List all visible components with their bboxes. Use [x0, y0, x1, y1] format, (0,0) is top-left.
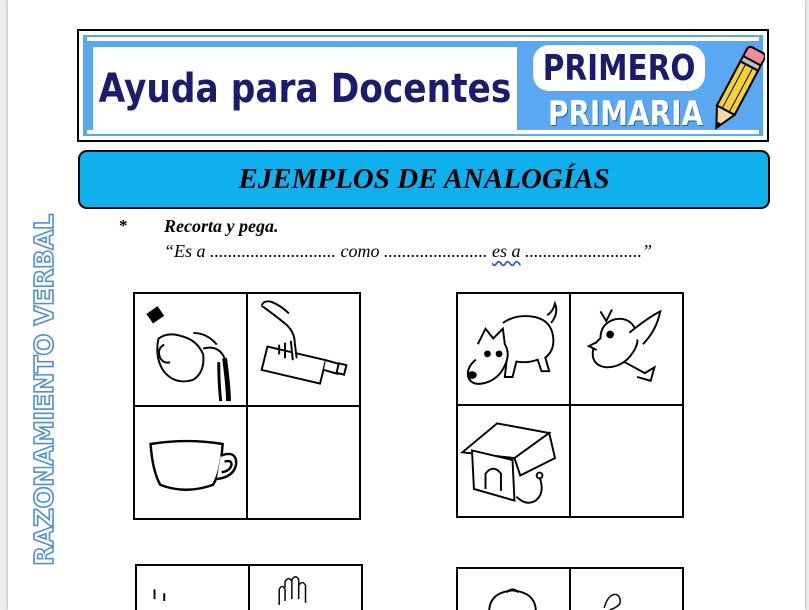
instruction-bullet: * — [119, 216, 128, 235]
grade-line2-box — [541, 93, 711, 135]
formula-part1: “Es a ............................ como ....................... — [164, 241, 492, 261]
grid2-cell-doghouse — [457, 405, 570, 517]
grid4-cell-figure — [570, 568, 683, 610]
pitcher-pouring-icon — [135, 294, 246, 405]
grade-line1: PRIMERO — [542, 47, 696, 89]
analogy-grid-4 — [456, 567, 684, 610]
grid4-cell-head — [457, 568, 570, 610]
formula-part2: es a — [492, 241, 521, 261]
header-banner — [77, 29, 769, 142]
analogy-grid-2 — [456, 292, 684, 518]
hand-with-bottle-icon — [248, 294, 359, 405]
grid2-cell-dog — [457, 293, 570, 405]
grade-badge — [533, 43, 713, 135]
bird-icon — [571, 294, 682, 404]
cup-icon — [135, 407, 246, 518]
dog-icon — [458, 294, 569, 404]
grid3-cell-hand — [136, 565, 249, 610]
head-outline-icon — [458, 569, 569, 610]
brand-box — [93, 47, 517, 131]
section-title-bar — [78, 150, 770, 209]
analogy-grid-3 — [135, 564, 363, 610]
banner-background — [83, 35, 763, 136]
side-label: RAZONAMIENTO VERBAL — [30, 214, 60, 566]
grid2-cell-empty — [570, 405, 683, 517]
instruction-task: Recorta y pega. — [164, 216, 279, 236]
grade-line1-box — [533, 45, 705, 91]
brand-title: Ayuda para Docentes — [98, 66, 512, 112]
grid3-cell-handprint — [249, 565, 362, 610]
grade-line2: PRIMARIA — [548, 94, 704, 134]
grid1-cell-hand-bottle — [247, 293, 360, 406]
section-title: EJEMPLOS DE ANALOGÍAS — [238, 163, 610, 195]
hand-outline-icon — [137, 566, 248, 610]
worksheet-page — [8, 0, 805, 610]
pencil-icon — [709, 39, 765, 139]
grid1-cell-empty — [247, 406, 360, 519]
grid1-cell-cup — [134, 406, 247, 519]
analogy-formula — [164, 241, 652, 262]
formula-part3: ..........................” — [520, 241, 653, 261]
small-figure-icon — [571, 569, 682, 610]
grid1-cell-pitcher — [134, 293, 247, 406]
handprint-icon — [250, 566, 361, 610]
grid2-cell-bird — [570, 293, 683, 405]
banner-stripe-top — [87, 37, 759, 41]
doghouse-icon — [458, 406, 569, 516]
analogy-grid-1 — [133, 292, 361, 520]
